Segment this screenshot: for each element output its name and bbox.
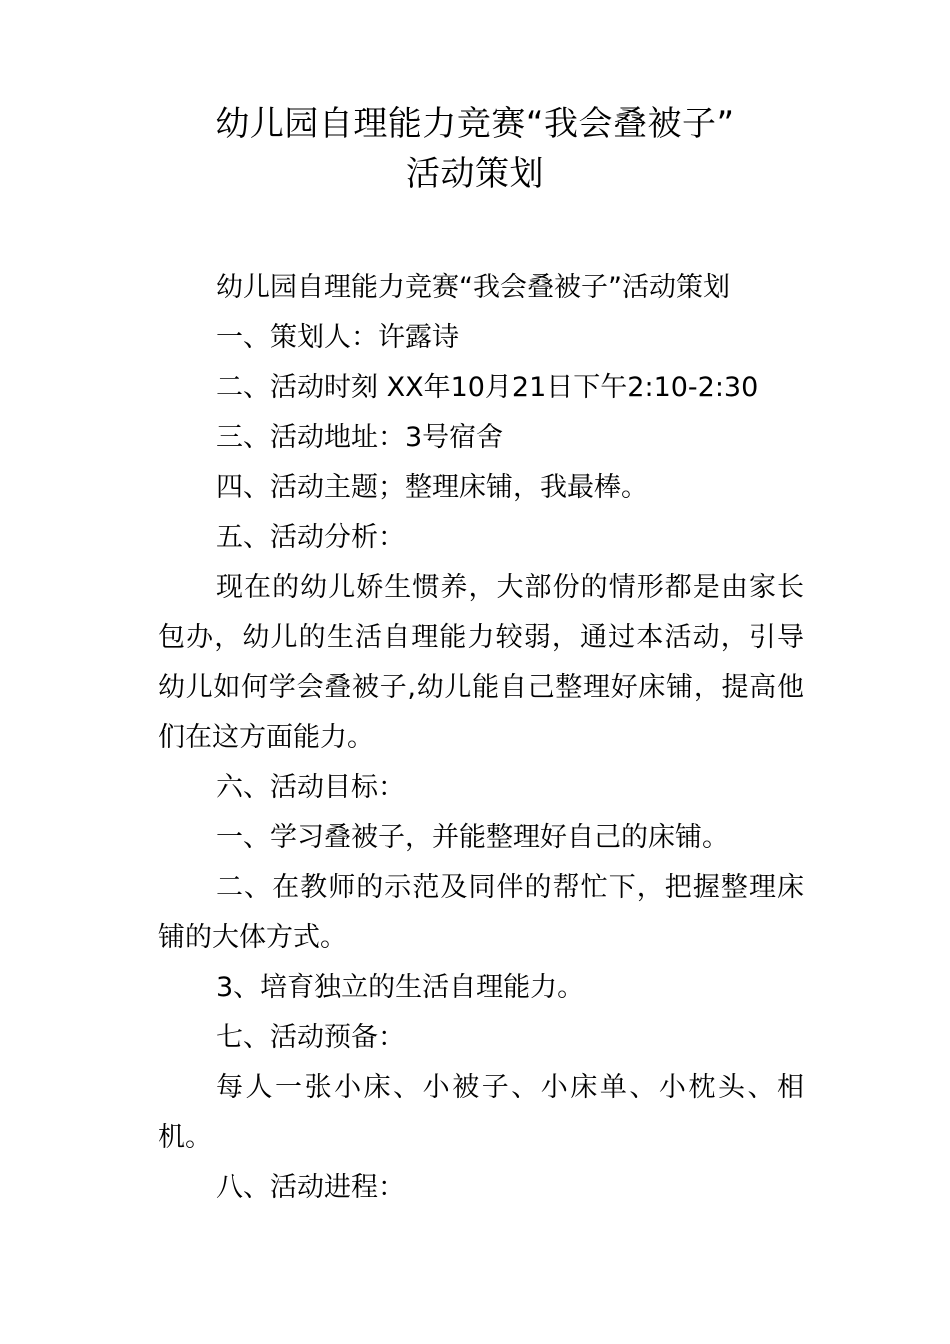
document-title-line-2: 活动策划 — [406, 154, 544, 194]
paragraph-goal-1: 一、学习叠被子，并能整理好自己的床铺。 — [216, 822, 729, 853]
paragraph-process-heading: 八、活动进程： — [216, 1172, 405, 1203]
paragraph-analysis-heading: 五、活动分析： — [216, 522, 405, 553]
paragraph-goals-heading: 六、活动目标： — [216, 772, 405, 803]
paragraph-goal-2: 二、在教师的示范及同伴的帮忙下，把握整理床铺的大体方式。 — [158, 872, 804, 953]
document-title-line-1: 幼儿园自理能力竞赛“我会叠被子” — [215, 104, 735, 144]
paragraph-planner: 一、策划人：许露诗 — [216, 322, 459, 353]
paragraph-heading: 幼儿园自理能力竞赛“我会叠被子”活动策划 — [216, 272, 730, 303]
paragraph-prep-heading: 七、活动预备： — [216, 1022, 405, 1053]
document-body — [158, 263, 804, 1213]
paragraph-prep-text: 每人一张小床、小被子、小床单、小枕头、相机。 — [158, 1072, 804, 1153]
paragraph-location: 三、活动地址：3号宿舍 — [216, 422, 504, 453]
paragraph-goal-3: 3、培育独立的生活自理能力。 — [216, 972, 585, 1003]
paragraph-analysis-text: 现在的幼儿娇生惯养，大部份的情形都是由家长包办，幼儿的生活自理能力较弱，通过本活动，引导幼儿如何学会叠被子,幼儿能自己整理好床铺，提高他们在这方面能力。 — [158, 572, 804, 753]
paragraph-time: 二、活动时刻 XX年10月21日下午2:10-2:30 — [216, 372, 759, 403]
paragraph-theme: 四、活动主题；整理床铺，我最棒。 — [216, 472, 648, 503]
